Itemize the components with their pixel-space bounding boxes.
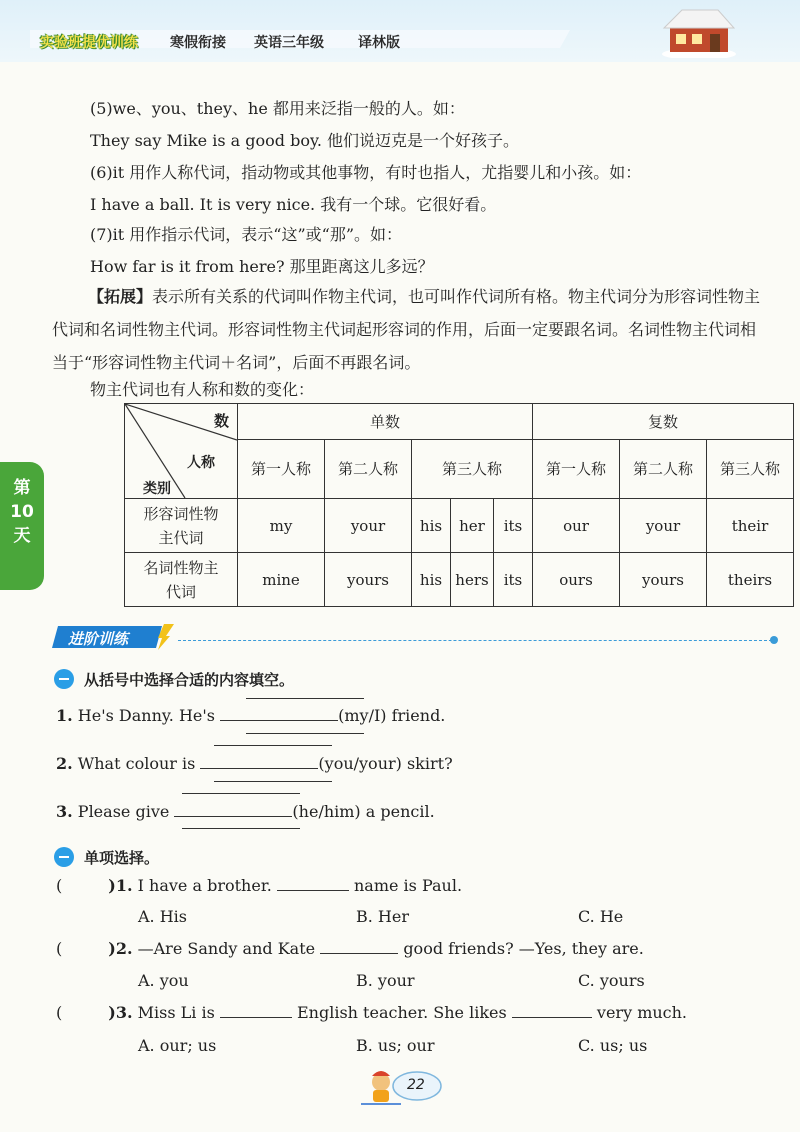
mc-option-b[interactable]: B. Her [356, 907, 409, 926]
mc-number: )3. [108, 1003, 133, 1022]
page-number: 22 [407, 1077, 425, 1093]
row-label: 名词性物主代词 [125, 553, 238, 607]
table-cell: their [707, 499, 794, 553]
mc-question-1 [56, 876, 462, 895]
mc-option-c[interactable]: C. yours [578, 971, 645, 990]
q3-text-before: Please give [77, 802, 170, 821]
person-header: 第一人称 [238, 440, 325, 499]
series-title: 实验班提优训练 [40, 35, 138, 51]
plural-header: 复数 [533, 404, 794, 440]
corner-person: 人称 [187, 455, 215, 471]
q2-answer-blank[interactable] [200, 768, 318, 769]
table-cell: its [494, 499, 533, 553]
table-cell: our [533, 499, 620, 553]
mc-option-b[interactable]: B. us; our [356, 1036, 435, 1055]
q3-answer-blank[interactable] [174, 816, 292, 817]
mc-blank [220, 1017, 292, 1018]
practice-banner [52, 622, 176, 652]
mc-number: )1. [108, 876, 133, 895]
table-cell: its [494, 553, 533, 607]
section-1-marker [54, 669, 74, 689]
expand-paragraph [52, 280, 762, 379]
q1-line [56, 706, 445, 725]
mc-option-c[interactable]: C. He [578, 907, 624, 926]
corner-number: 数 [213, 412, 229, 430]
header-subtitle: 寒假衔接 [170, 35, 226, 51]
note-5-example: They say Mike is a good boy. 他们说迈克是一个好孩子。 [90, 131, 520, 150]
table-cell: your [620, 499, 707, 553]
expand-text: 表示所有关系的代词叫作物主代词，也可叫作代词所有格。物主代词分为形容词性物主代词和名词性物主代词。形容词性物主代词起形容词的作用，后面一定要跟名词。名词性物主代词相当于“形容词性物主代词＋名词”，后面不再跟名词。 [52, 287, 761, 372]
mc-text: name is Paul. [353, 876, 463, 895]
corner-category: 类别 [143, 481, 171, 497]
note-7-example: How far is it from here? 那里距离这儿多远？ [90, 257, 434, 276]
house-illustration [662, 4, 736, 58]
mc-question-3 [56, 1003, 687, 1022]
page-header [0, 0, 800, 62]
q1-text-after: (my/I) friend. [338, 706, 446, 725]
mc-option-a[interactable]: A. our; us [138, 1036, 217, 1055]
table-cell: her [451, 499, 494, 553]
table-cell: my [238, 499, 325, 553]
mc-option-c[interactable]: C. us; us [578, 1036, 648, 1055]
expand-tag: 【拓展】 [88, 287, 153, 306]
footer-mascot-illustration [355, 1064, 447, 1108]
mc-text: I have a brother. [137, 876, 272, 895]
mc-blank [277, 890, 349, 891]
q1-answer-blank[interactable] [220, 720, 338, 721]
table-cell: hers [451, 553, 494, 607]
table-cell: theirs [707, 553, 794, 607]
note-6-example: I have a ball. It is very nice. 我有一个球。它很好看。 [90, 195, 497, 214]
mc-text: English teacher. She likes [296, 1003, 507, 1022]
possessive-pronoun-table [124, 403, 794, 607]
table-cell: his [412, 499, 451, 553]
practice-banner-label: 进阶训练 [68, 630, 129, 648]
q2-text-after: (you/your) skirt? [318, 754, 453, 773]
answer-paren-open[interactable]: ( [56, 876, 63, 895]
note-5-title: (5)we、you、they、he 都用来泛指一般的人。如： [90, 99, 465, 118]
q3-line [56, 802, 435, 821]
mc-text: good friends? —Yes, they are. [403, 939, 644, 958]
q3-text-after: (he/him) a pencil. [292, 802, 435, 821]
q2-number: 2. [56, 754, 73, 773]
singular-header: 单数 [238, 404, 533, 440]
answer-paren-open[interactable]: ( [56, 1003, 63, 1022]
writing-rule [182, 828, 300, 829]
rule-end-dot [770, 636, 778, 644]
mc-number: )2. [108, 939, 133, 958]
table-cell: yours [325, 553, 412, 607]
table-intro: 物主代词也有人称和数的变化： [90, 380, 315, 399]
q1-text-before: He's Danny. He's [77, 706, 216, 725]
q2-text-before: What colour is [77, 754, 196, 773]
writing-rule [246, 733, 364, 734]
q1-number: 1. [56, 706, 73, 725]
writing-rule [182, 793, 300, 794]
banner-dashed-rule [178, 640, 772, 641]
mc-option-a[interactable]: A. you [138, 971, 189, 990]
table-cell: yours [620, 553, 707, 607]
table-row [125, 553, 794, 607]
person-header: 第三人称 [412, 440, 533, 499]
writing-rule [214, 781, 332, 782]
answer-paren-open[interactable]: ( [56, 939, 63, 958]
section-1-title: 从括号中选择合适的内容填空。 [84, 671, 295, 689]
person-header: 第一人称 [533, 440, 620, 499]
section-2-marker [54, 847, 74, 867]
table-cell: mine [238, 553, 325, 607]
note-6-title: (6)it 用作人称代词，指动物或其他事物，有时也指人，尤指婴儿和小孩。如： [90, 163, 642, 182]
row-label: 形容词性物主代词 [125, 499, 238, 553]
header-subject: 英语三年级 [254, 35, 324, 51]
mc-option-a[interactable]: A. His [138, 907, 188, 926]
mc-text: —Are Sandy and Kate [137, 939, 316, 958]
table-row [125, 499, 794, 553]
writing-rule [214, 745, 332, 746]
mc-option-b[interactable]: B. your [356, 971, 415, 990]
person-header: 第二人称 [325, 440, 412, 499]
person-header: 第二人称 [620, 440, 707, 499]
mc-question-2 [56, 939, 644, 958]
person-header: 第三人称 [707, 440, 794, 499]
day-side-tab [0, 462, 44, 590]
table-cell: his [412, 553, 451, 607]
q2-line [56, 754, 453, 773]
page-footer [355, 1064, 447, 1108]
table-cell: your [325, 499, 412, 553]
writing-rule [246, 698, 364, 699]
mc-blank [512, 1017, 592, 1018]
table-corner-cell [125, 404, 238, 499]
table-cell: ours [533, 553, 620, 607]
mc-text: Miss Li is [137, 1003, 215, 1022]
section-2-title: 单项选择。 [84, 849, 160, 867]
header-edition: 译林版 [358, 35, 400, 51]
mc-text: very much. [596, 1003, 688, 1022]
day-label: 第10天 [10, 478, 34, 546]
q3-number: 3. [56, 802, 73, 821]
mc-blank [320, 953, 398, 954]
note-7-title: (7)it 用作指示代词，表示“这”或“那”。如： [90, 225, 403, 244]
